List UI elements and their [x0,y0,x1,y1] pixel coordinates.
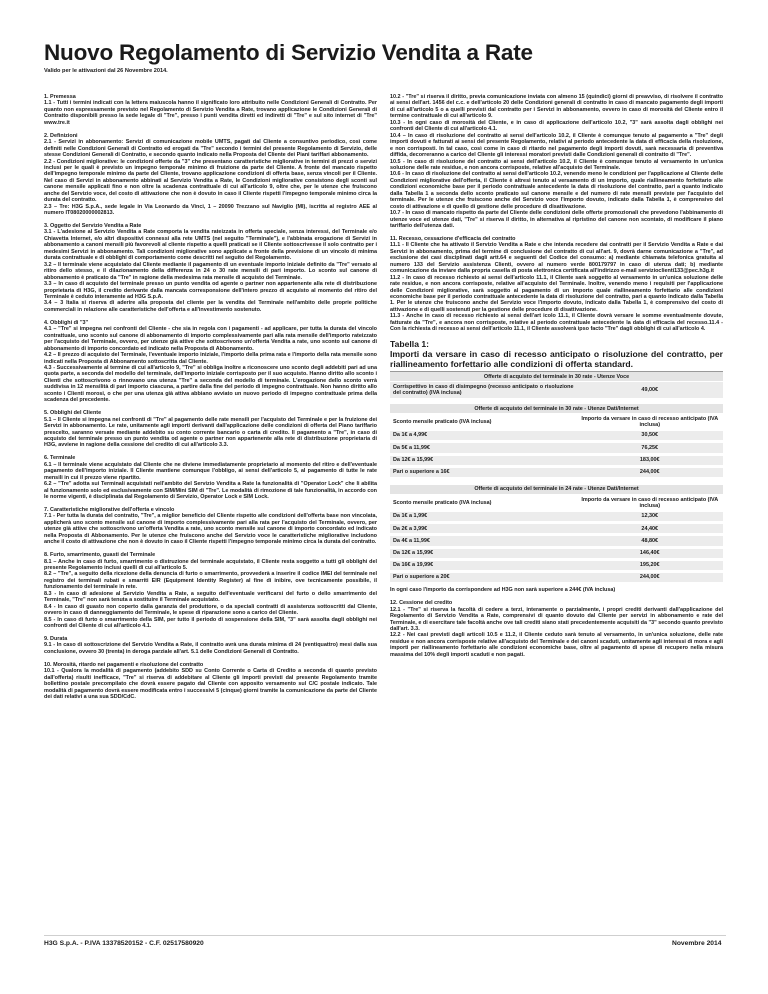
amount-due: 76,25€ [576,443,723,453]
section-paragraph: 5.1 – Il Cliente si impegna nei confronti di "Tre" al pagamento delle rate mensili per l'acquisto del Terminale e per la fruizione dei Servizi in abbonamento. Le rate, unitamente agli importi derivanti dall'applicazione delle condizioni di offerta del Piano tariffario prescelto, saranno versate mediante addebito su conto corrente bancario o carta di credito. Il pagamento a "Tre", in caso di acquisto del terminale presso un punto vendita od agente o partner non appartenente alla rete di distribuzione proprietaria di H3G, avviene in ragione della cessione del credito di cui all'articolo 3.3. [44,416,377,449]
table-row [390,511,723,521]
table-row [390,455,723,465]
section [44,636,377,655]
discount-range: Pari o superiore a 20€ [390,573,576,583]
section-title: 8. Furto, smarrimento, guasti del Terminale [44,552,156,559]
section [44,507,377,546]
block3-rows [390,511,723,584]
footer-date: Novembre 2014 [672,940,722,947]
table-row [390,536,723,546]
block2-col1: Sconto mensile praticato (IVA inclusa) [390,414,576,431]
section-paragraph: 11.1 - Il Cliente che ha attivato il Servizio Vendita a Rate e che intenda recedere dai contratti per il Servizio Vendita a Rate e dai Servizi in abbonamento, prima del termine di conclusione del contratto di cui all'art. 9, dovrà darne comunicazione a "Tre", ad esclusione dei casi disciplinati dagli artt.64 e seguenti del Codice del consumo: a) mediante chiamata telefonica gratuita al numero 133 del Servizio assistenza Clienti, ovvero al numero verde 800179797 in caso di utenza dati; b) mediante comunicazione da inviare dalla propria casella di posta elettronica certificata all'indirizzo e-mail servizioclienti133@pec.h3g.it [390,242,723,275]
block2-rows [390,431,723,480]
discount-range: Da 4€ a 11,99€ [390,536,576,546]
table-row [390,573,723,583]
section-paragraph: 11.3 - Anche in caso di recesso richiesto ai sensi dell'art icolo 11.1, il Cliente dovrà versare le somme eventualmente dovute, fatturate da "Tre", e ancora non corrisposte, relative al periodo contrattuale antecedente la data di efficacia del recesso.11.4 - Con la richiesta di recesso ai sensi dell'articolo 11.1, il Cliente assolverà ipso facto "Tre" dagli obblighi di cui all'articolo 4. [390,313,723,333]
section-paragraph: 8.5 - In caso di furto o smarrimento della SIM, per tutto il periodo di sospensione della SIM, "3" sarà assolta dagli obblighi nei confronti del Cliente di cui all'articolo 4.1. [44,616,377,630]
right-sections-bottom [390,600,723,658]
section-paragraph: 8.2 – "Tre", a seguito della ricezione della denuncia di furto o smarrimento, provvederà a inserire il codice IMEI del terminale nel registro dei terminali rubati e smarriti EIR (Equipment Identity Register) al fine di inibire, ove tecnicamente possibile, il funzionamento del terminale in rete. [44,571,377,591]
right-sections-top [390,94,723,333]
section-paragraph: 12.1 - "Tre" si riserva la facoltà di cedere a terzi, interamente o parzialmente, i propri crediti derivanti dall'applicazione del Regolamento di Servizio Vendita a Rate, comprensivi di quanto dovuto dal Cliente per servizi in abbonamento e rate del Terminale, e di esercitare tale facoltà anche ove tali crediti siano stati precedentemente acquisiti da "3" secondo quanto previsto dall'art. 3.3. [390,606,723,632]
section [390,94,723,230]
table-1-label: Tabella 1: [390,339,430,350]
amount-due: 12,30€ [576,511,723,521]
discount-range: Da 2€ a 3,99€ [390,524,576,534]
amount-due: 24,40€ [576,524,723,534]
document-title: Nuovo Regolamento di Servizio Vendita a Rate [44,40,533,65]
section-paragraph: 10.7 - In caso di mancato rispetto da parte del Cliente delle condizioni delle offerte promozionali che prevedono l'abbinamento di utenze voce ed utenze dati, "Tre" si riserva il diritto, in alternativa al ripristino del canone non scontato, di modificare il piano tariffario dell'utenza dati. [390,210,723,230]
section-paragraph: 11.2 - In caso di recesso richiesto ai sensi dell'articolo 11.1, il Cliente sarà soggetto al versamento in un'unica soluzione delle rate residue, e non ancora corrisposte, relative all'acquisto del Terminale. Inoltre, venendo meno i requisiti per l'applicazione delle Condizioni migliorative, sarà soggetto al pagamento di un importo quale riallineamento forfettario alle condizioni economiche base per il periodo contrattuale antecedente la data di risoluzione del contratto, pari a quanto indicato dalla Tabella 1. Per le utenze che fruiscono anche del Servizio voce l'importo dovuto, indicato dalla Tabella 1, è comprensivo del costo di attivazione e di quelli sostenuti per la gestione delle procedure di disattivazione. [390,274,723,313]
table-row [390,548,723,558]
section-paragraph: 8.3 - In caso di adesione al Servizio Vendita a Rate, a seguito dell'eventuale verificarsi del furto o dello smarrimento del Terminale, "Tre" non sarà tenuta a sostituire il Terminale acquistato. [44,590,377,604]
table-1 [390,339,723,594]
table-1-title [390,339,723,369]
amount-due: 48,80€ [576,536,723,546]
amount-due: 244,00€ [576,467,723,477]
section-paragraph: 3.2 – Il terminale viene acquistato dal Cliente mediante il pagamento di un eventuale importo iniziale definito da "Tre" versato al ritiro dello stesso, e il dilazionamento della differenza in 24 o 30 rate mensili di pari importo. Lo sconto sul canone di abbonamento è praticato da "Tre" in ragione della medesima rata mensile di acquisto del Terminale. [44,261,377,281]
section-title: 3. Oggetto del Servizio Vendita a Rate [44,223,142,230]
table-row [390,524,723,534]
table-row [390,443,723,453]
section-paragraph: 10.5 - In caso di risoluzione del contratto ai sensi dell'articolo 10.2, il Cliente è comunque tenuto al versamento in un'unica soluzione delle rate residue, e non ancora corrisposte, relative all'acquisto del Terminale. [390,158,723,171]
footer-company: H3G S.p.A. - P.IVA 13378520152 - C.F. 02517580920 [44,940,204,947]
section-paragraph: 4.3 - Successivamente al termine di cui all'articolo 9, "Tre" si obbliga inoltre a riconoscere uno sconto degli addebiti pari ad una quota parte, a seconda del modello del terminale, dell'importo iniziale corrisposto per il suo acquisto. Hanno diritto allo sconto i Clienti che sottoscrivono o rinnovano una utenza "Tre" a seconda del modello di terminale. L'erogazione dello sconto verrà suddivisa in 12 mensilità di pari importo ciascuna, a partire dalla fine del periodo di impegno contrattuale. Non hanno diritto allo sconto i Clienti morosi, o che per una utenza già attiva abbiano avviato un nuovo periodo di impegno contrattuale prima della scadenza del precedente. [44,364,377,404]
section [44,552,377,629]
block3-header: Offerte di acquisto del terminale in 24 rate - Utenze Dati/Internet [390,484,723,494]
section [390,600,723,658]
section-paragraph: 10.3 - In ogni caso di morosità del Cliente, e in caso di applicazione dell'articolo 10.2, "3" sarà assolta dagli obblighi nei confronti del Cliente di cui all'articolo 4.1. [390,119,723,133]
table-1-note: In ogni caso l'importo da corrispondere ad H3G non sarà superiore a 244€ (IVA inclusa) [390,587,616,594]
section [390,236,723,333]
section-paragraph: 10.4 – In caso di risoluzione del contratto ai sensi dell'articolo 10.2, il Cliente è comunque tenuto al pagamento a "Tre" degli importi dovuti e fatturati ai sensi del presente Regolamento, relativi al periodo antecedente la data di efficacia della risoluzione, e non corrisposti. In tal caso, così come in caso di ritardo nel pagamento degli importi dovuti, sarà necessaria di preventiva diffida, decorreranno a carico del Cliente gli interessi moratori previsti dalle Condizioni generali di contratto di "Tre". [390,132,723,159]
section [44,410,377,449]
section-title: 4. Obblighi di "3" [44,319,89,326]
right-column [390,94,723,665]
section-paragraph: 9.1 - In caso di sottoscrizione del Servizio Vendita a Rate, il contratto avrà una durata minima di 24 (ventiquattro) mesi dalla sua conclusione, ovvero 30 (trenta) in deroga parziale all'art. 5.1 delle Condizioni Generali di Contratto. [44,642,377,655]
amount-due: 195,20€ [576,560,723,570]
table-1-subtitle: Importi da versare in caso di recesso anticipato o risoluzione del contratto, per riallineamento forfettario alle condizioni di offerta standard. [390,349,723,370]
section-paragraph: 12.2 - Nei casi previsti dagli articoli 10.5 e 11.2, il Cliente ceduto sarà tenuto al versamento, in un'unica soluzione, delle rate residue e non ancora corrisposte relative all'acquisto del Terminale e dei canoni scaduti, unitamente agli interessi di mora e agli importi per riallineamento forfettario alle condizioni economiche base, oltre al pagamento di spese di recupero nella misura massima del 10% degli importi scaduti e non pagati. [390,632,723,658]
table-row [390,431,723,441]
discount-range: Da 5€ a 11,99€ [390,443,576,453]
section-paragraph: 6.1 – Il terminale viene acquistato dal Cliente che ne diviene immediatamente proprietario al momento del ritiro e dell'eventuale pagamento dell'importo iniziale. Il Cliente mantiene comunque l'obbligo, ai sensi dell'articolo 5, al pagamento di tutte le rate mensili in cui il prezzo viene ripartito. [44,461,377,481]
section-paragraph: 2.2 - Condizioni migliorative: le condizioni offerte da "3" che presentano caratteristiche migliorative in termini di prezzi o servizi inclusi per le quali è previsto un impegno temporale minimo di fruizione da parte del Cliente. A fronte del mancato rispetto dell'impegno temporale minimo da parte del Cliente, trovano applicazione condizioni di offerta base, senza vincoli per il Cliente. Nel caso di Servizi in abbonamento abbinati al Servizio Vendita a Rate, le Condizioni migliorative consistono degli sconti sul canone mensile applicati fino e non oltre la scadenza contrattuale di cui all'articolo 9, oltre che, per le utenze che fruiscono anche del Servizio voce, del costo di attivazione che non è dovuto in caso il Cliente rispetti l'impegno temporale minimo circa la durata del contratto. [44,158,377,204]
section-paragraph: 2.1 - Servizi in abbonamento: Servizi di comunicazione mobile UMTS, pagati dal Cliente a consuntivo periodico, così come definiti nelle Condizioni Generali di Contratto ed erogati da "Tre" secondo i termini del presente Regolamento di Servizio, delle stesse Condizioni Generali di Contratto, e secondo quanto indicato nella Proposta del Cliente dei Piani tariffari abbonamento. [44,139,377,159]
table-1-grid [390,371,723,585]
section-title: 11. Recesso, cessazione d'efficacia del contratto [390,235,516,242]
section-paragraph: 10.1 - Qualora la modalità di pagamento (addebito SDD su Conto Corrente o Carta di Credito a seconda di quanto previsto dall'offerta) risulti inefficace, "Tre" si riserva di addebitare al Cliente gli importi previsti dal presente Regolamento tramite bollettino postale precompilato che dovrà essere pagato dal Cliente con apposito versamento sul C/C postale indicato. Tale modalità di pagamento dovrà essere modificata entro i successivi 5 (cinque) giorni tramite la comunicazione da parte del Cliente dei dati relativi a una sua SDD/CdC. [44,668,377,700]
section-title: 10. Morosità, ritardo nei pagamenti e risoluzione del contratto [44,661,204,668]
block2-header: Offerte di acquisto del terminale in 30 rate - Utenze Dati/Internet [390,404,723,414]
amount-due: 244,00€ [576,573,723,583]
section-title: 5. Obblighi del Cliente [44,410,102,417]
section-paragraph: 8.4 - In caso di guasto non coperto dalla garanzia del produttore, o da speciali contratti di assistenza sottoscritti dal Cliente, ovvero in caso di danneggiamento del Terminale, le spese di riparazione sono a carico del Cliente. [44,603,377,617]
block3-col1: Sconto mensile praticato (IVA inclusa) [390,495,576,512]
discount-range: Da 12€ a 15,99€ [390,548,576,558]
amount-due: 30,50€ [576,431,723,441]
discount-range: Da 1€ a 4,99€ [390,431,576,441]
section-title: 7. Caratteristiche migliorative dell'offerta e vincolo [44,506,175,513]
table-row [390,560,723,570]
discount-range: Da 1€ a 1,99€ [390,511,576,521]
section [44,662,377,701]
section-title: 6. Terminale [44,455,76,462]
section-paragraph: 2.3 – Tre: H3G S.p.A., sede legale in Via Leonardo da Vinci, 1 – 20090 Trezzano sul Naviglio (MI), iscritta al registro AEE al numero IT08020000002813. [44,203,377,217]
section-paragraph: 1.1 - Tutti i termini indicati con la lettera maiuscola hanno il significato loro attribuito nelle Condizioni Generali di Contratto. Per quanto non espressamente previsto nel Regolamento di Servizio Vendita a Rate, trovano applicazione le Condizioni Generali di Contratto disponibili presso la sede legale di "Tre", presso i punti vendita diretti ed indiretti di "Tre" e sul sito internet di "Tre" www.tre.it [44,100,377,126]
section-paragraph: 10.2 - "Tre" si riserva il diritto, previa comunicazione inviata con almeno 15 (quindici) giorni di preavviso, di risolvere il contratto ai sensi dell'art. 1456 del c.c. e dell'articolo 20 delle Condizioni generali di contratto in caso di mancato pagamento degli importi di cui all'articolo 5 o a quelli previsti dal contratto per i Servizi in abbonamento, ovvero in caso di morosità del Cliente entro il termine contrattuale di cui all'articolo 9. [390,94,723,120]
section-paragraph: 3.3 – In caso di acquisto del terminale presso un punto vendita od agente o partner non appartenente alla rete di distribuzione proprietaria di H3G, il credito derivante dalla mancata corresponsione dell'intero prezzo di acquisto al momento del ritiro del Terminale è ceduto interamente ad H3G S.p.A. [44,281,377,301]
section-paragraph: 10.6 - In caso di risoluzione del contratto ai sensi dell'articolo 10.2, venendo meno le condizioni per l'applicazione al Cliente delle Condizioni migliorative dell'offerta, il Cliente è altresì tenuto al versamento di un importo, quale riallineamento forfettario alle condizioni economiche base per il periodo contrattuale antecedente la data di risoluzione del contratto, pari a quanto indicato dalla Tabella 1 a seconda dello sconto praticato sul canone mensile e del numero di rate mensili previste per l'acquisto del terminale. Per le utenze che fruiscono anche del Servizio voce l'importo dovuto, indicato dalla Tabella 1, è comprensivo del costo di attivazione e di quello di gestione delle procedure di disattivazione. [390,171,723,210]
block1-label: Corrispettivo in caso di disimpegno (recesso anticipato o risoluzione del contratto) (IVA inclusa) [390,382,576,399]
section-title: 1. Premessa [44,94,76,100]
section [44,223,377,313]
block1-header: Offerte di acquisto del terminale in 30 rate - Utenze Voce [390,372,723,382]
section-title: 12. Cessione del credito [390,600,453,607]
section [44,133,377,217]
left-column [44,94,377,707]
section-paragraph: 7.1 - Per tutta la durata del contratto, "Tre", a miglior beneficio del Cliente rispetto alle condizioni dell'offerta base non vincolata, applicherà uno sconto mensile sul canone di importo complessivamente pari alla rata per l'acquisto del Terminale, ovvero, per utenze già attive che sottoscrivono un'offerta Vendita a rate, uno sconto mensile sul canone di importo concordato ed indicato nella Proposta di Abbonamento. Per le utenze che fruiscono anche del Servizio voce le caratteristiche migliorative includono anche il costo di attivazione che non è dovuto in caso il Cliente rispetti l'impegno temporale minimo circa la durata del contratto. [44,513,377,546]
footer-divider [44,935,726,936]
block3-col2: Importo da versare in caso di recesso anticipato (IVA inclusa) [576,495,723,512]
section-paragraph: 6.2 – "Tre" adotta sui Terminali acquistati nell'ambito del Servizio Vendita a Rate la funzionalità di "Operator Lock" che li abilita al funzionamento solo ed esclusivamente con SIM/Mini SIM di "Tre". Le modalità di rimozione di tale funzionalità, in accordo con le norme vigenti, è disciplinata dal Regolamento di Servizio, Operator Lock e SIM Lock. [44,481,377,501]
section-title: 9. Durata [44,635,68,642]
section-paragraph: 8.1 – Anche in caso di furto, smarrimento o distruzione del terminale acquistato, il Cliente resta soggetto a tutti gli obblighi del presente Regolamento inclusi quelli di cui all'articolo 5. [44,558,377,571]
section-paragraph: 4.1 – "Tre" si impegna nei confronti del Cliente - che sia in regola con i pagamenti - ad applicare, per tutta la durata del vincolo contrattuale, uno sconto sul canone di abbonamento di importo complessivamente pari alla rata mensile dell'importo rateizzato per l'acquisto del Terminale, ovvero, per utenze già attive che sottoscrivono un'offerta Vendita a rate, uno sconto sul canone di abbonamento di importo concordato ed indicato nella Proposta di Abbonamento. [44,326,377,352]
validity-note: Valido per le attivazioni dal 26 Novembre 2014. [44,68,168,74]
discount-range: Da 12€ a 15,99€ [390,455,576,465]
section [44,94,377,126]
discount-range: Pari o superiore a 16€ [390,467,576,477]
block1-value: 49,00€ [576,382,723,399]
discount-range: Da 16€ a 19,99€ [390,560,576,570]
section-title: 2. Definizioni [44,132,78,139]
amount-due: 146,40€ [576,548,723,558]
section-paragraph: 3.1 - L'adesione al Servizio Vendita a Rate comporta la vendita rateizzata in offerta speciale, senza interessi, del Terminale e/o Chiavetta Internet, e/o altri dispositivi connessi alla rete UMTS (nel seguito "Terminale"), e l'abbinata erogazione di Servizi in abbonamento a canoni mensili più favorevoli al cliente rispetto a quelli praticati se il Cliente sottoscrivesse il solo contratto per i medesimi Servizi in abbonamento. Tali condizioni migliorative sono applicate a fronte della previsione di un vincolo di minima durata contrattuale e di obblighi di comportamento come descritti nel seguito del Regolamento. [44,229,377,262]
section [44,455,377,500]
section-paragraph: 4.2 – Il prezzo di acquisto del Terminale, l'eventuale importo iniziale, l'importo della prima rata e l'importo della rata mensile sono indicati nella Proposta di Abbonamento sottoscritta dal Cliente. [44,352,377,365]
section [44,320,377,404]
section-paragraph: 3.4 – 3 Italia si riserva di aderire alla proposta del cliente per la vendita del Terminale nell'ambito delle proprie politiche commerciali in relazione alle caratteristiche dell'offerta e all'investimento sostenuto. [44,300,377,313]
amount-due: 183,00€ [576,455,723,465]
table-row [390,467,723,477]
block2-col2: Importo da versare in caso di recesso anticipato (IVA inclusa) [576,414,723,431]
